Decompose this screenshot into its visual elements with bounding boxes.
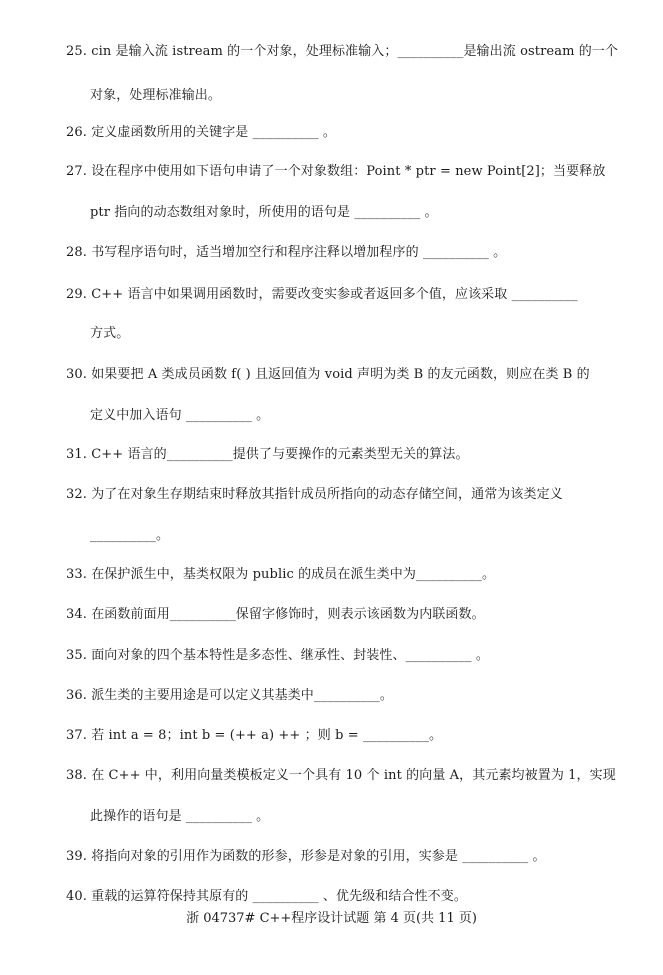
page-footer: 浙 04737# C++程序设计试题 第 4 页(共 11 页) [186, 911, 477, 926]
question-38-continuation: 此操作的语句是 __________ 。 [90, 809, 270, 824]
question-40: 40. 重载的运算符保持其原有的 __________ 、优先级和结合性不变。 [66, 889, 467, 904]
question-27-continuation: ptr 指向的动态数组对象时，所使用的语句是 __________ 。 [90, 205, 438, 220]
question-25: 25. cin 是输入流 istream 的一个对象，处理标准输入；__________是输出流 ostream 的一个 [66, 44, 619, 59]
question-30: 30. 如果要把 A 类成员函数 f( ) 且返回值为 void 声明为类 B 的友元函数，则应在类 B 的 [66, 367, 590, 382]
question-31: 31. C++ 语言的__________提供了与要操作的元素类型无关的算法。 [66, 447, 469, 462]
question-36: 36. 派生类的主要用途是可以定义其基类中__________。 [66, 688, 394, 703]
question-35: 35. 面向对象的四个基本特性是多态性、继承性、封装性、__________ 。 [66, 648, 489, 663]
question-38: 38. 在 C++ 中，利用向量类模板定义一个具有 10 个 int 的向量 A，其元素均被置为 1，实现 [66, 768, 616, 783]
question-28: 28. 书写程序语句时，适当增加空行和程序注释以增加程序的 __________ 。 [66, 245, 507, 260]
question-29-continuation: 方式。 [90, 326, 130, 341]
question-25-continuation: 对象，处理标准输出。 [90, 88, 222, 103]
question-33: 33. 在保护派生中，基类权限为 public 的成员在派生类中为__________。 [66, 567, 496, 582]
question-30-continuation: 定义中加入语句 __________ 。 [90, 408, 270, 423]
question-27: 27. 设在程序中使用如下语句申请了一个对象数组：Point * ptr = new Point[2]；当要释放 [66, 164, 606, 179]
question-34: 34. 在函数前面用__________保留字修饰时，则表示该函数为内联函数。 [66, 607, 485, 622]
question-32-continuation: __________。 [90, 528, 170, 543]
question-39: 39. 将指向对象的引用作为函数的形参，形参是对象的引用，实参是 __________ 。 [66, 849, 546, 864]
question-32: 32. 为了在对象生存期结束时释放其指针成员所指向的动态存储空间，通常为该类定义 [66, 487, 563, 502]
question-26: 26. 定义虚函数所用的关键字是 __________ 。 [66, 125, 336, 140]
question-37: 37. 若 int a = 8；int b = (++ a) ++ ；则 b = __________。 [66, 728, 443, 743]
question-29: 29. C++ 语言中如果调用函数时，需要改变实参或者返回多个值，应该采取 __________ [66, 287, 578, 302]
